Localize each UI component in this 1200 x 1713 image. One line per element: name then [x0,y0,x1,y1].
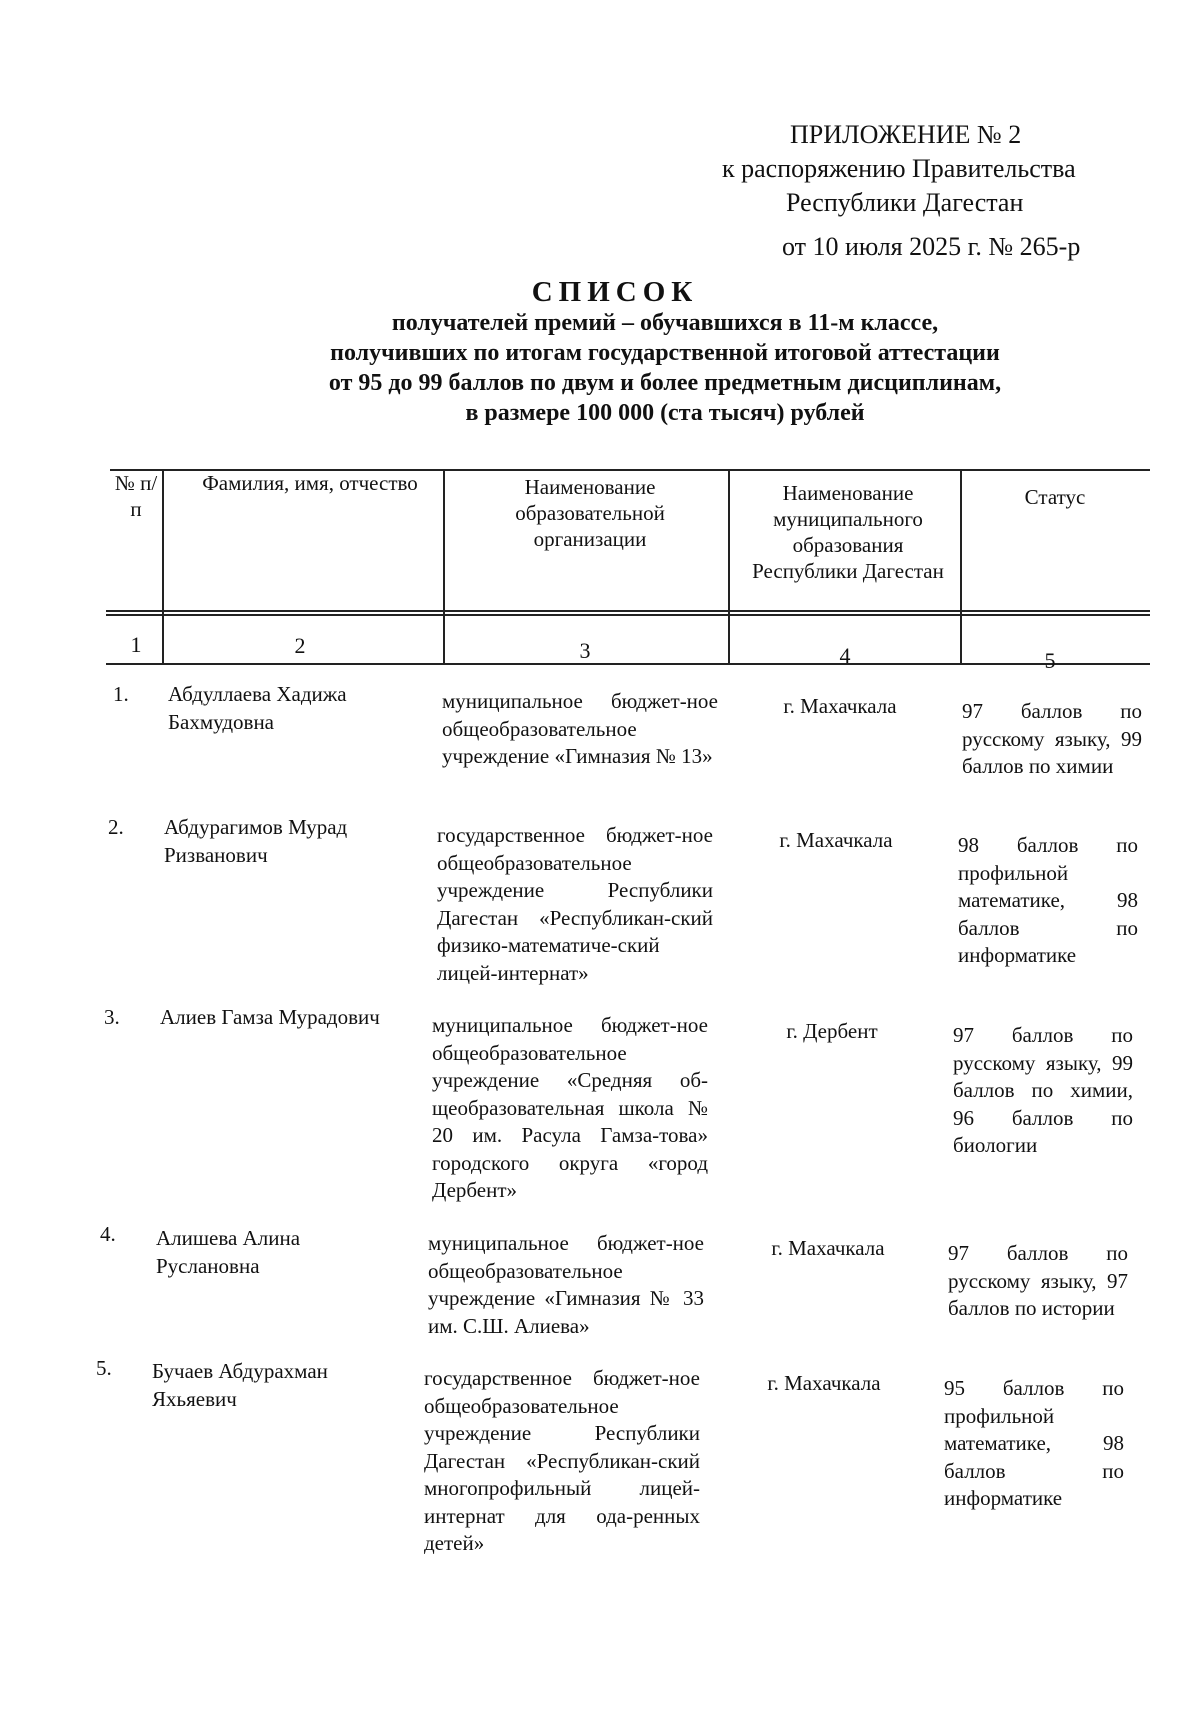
column-number: 4 [839,643,851,668]
column-divider [162,469,164,663]
header-municipality: Наименование муниципального образования Республики Дагестан [752,481,944,583]
appendix-number: ПРИЛОЖЕНИЕ № 2 [790,120,1022,149]
header-bottom-border [106,610,1150,612]
row-status: 97 баллов по русскому языку, 99 баллов по химии [962,699,1142,778]
row-fullname: Абдуллаева Хадижа Бахмудовна [168,682,347,734]
appendix-decree-ref: к распоряжению Правительства [722,154,1076,183]
row-number: 5. [96,1356,112,1380]
column-number: 2 [294,633,306,658]
subtitle-line: получивших по итогам государственной итоговой аттестации [330,340,1000,366]
number-row-bottom-border [106,663,1150,665]
row-organization: муниципальное бюджет-ное общеобразовательное учреждение «Средняя об-щеобразовательная школа № 20 им. Расула Гамза-това» городского округа «город Дербент» [432,1013,708,1202]
row-fullname: Бучаев Абдурахман Яхьяевич [152,1359,328,1411]
column-number: 3 [579,638,591,663]
column-divider [960,469,962,663]
row-organization: государственное бюджет-ное общеобразовательное учреждение Республики Дагестан «Республикан-ский многопрофильный лицей-интернат для ода-ренных детей» [424,1366,700,1555]
column-divider [443,469,445,663]
row-municipality: г. Махачкала [783,694,897,718]
row-fullname: Алишева Алина Руслановна [156,1226,301,1278]
subtitle-line: получателей премий – обучавшихся в 11-м классе, [391,310,939,336]
row-number: 4. [100,1222,116,1246]
header-status: Статус [1024,485,1086,509]
subtitle-line: в размере 100 000 (ста тысяч) рублей [465,400,865,426]
column-number: 5 [1044,648,1056,673]
document-subtitle [100,308,1200,428]
header-organization: Наименование образовательной организации [515,475,665,551]
column-number: 1 [130,632,142,657]
row-status: 98 баллов по профильной математике, 98 баллов по информатике [958,833,1138,967]
row-status: 97 баллов по русскому языку, 99 баллов по химии, 96 баллов по биологии [953,1023,1133,1157]
row-fullname: Абдурагимов Мурад Ризванович [164,815,348,867]
row-municipality: г. Дербент [786,1019,878,1043]
appendix-republic: Республики Дагестан [786,188,1024,217]
header-fullname: Фамилия, имя, отчество [202,471,418,495]
column-divider [728,469,730,663]
document-title: СПИСОК [531,276,699,308]
header-bottom-border-double [106,614,1150,616]
row-fullname: Алиев Гамза Мурадович [160,1005,380,1029]
row-municipality: г. Махачкала [767,1371,881,1395]
row-status: 97 баллов по русскому языку, 97 баллов по истории [948,1241,1128,1320]
row-status: 95 баллов по профильной математике, 98 баллов по информатике [944,1376,1124,1510]
appendix-block [690,118,1140,264]
row-municipality: г. Махачкала [779,828,893,852]
appendix-date: от 10 июля 2025 г. № 265-р [782,232,1081,261]
row-number: 2. [108,815,124,839]
row-organization: государственное бюджет-ное общеобразовательное учреждение Республики Дагестан «Республикан-ский физико-математиче-ский лицей-интернат» [437,823,713,985]
subtitle-line: от 95 до 99 баллов по двум и более предметным дисциплинам, [328,370,1002,396]
row-number: 3. [104,1005,120,1029]
row-number: 1. [113,682,129,706]
header-number: № п/п [114,471,158,521]
row-organization: муниципальное бюджет-ное общеобразовательное учреждение «Гимназия № 33 им. С.Ш. Алиева» [428,1231,704,1338]
row-organization: муниципальное бюджет-ное общеобразовательное учреждение «Гимназия № 13» [442,689,718,768]
row-municipality: г. Махачкала [771,1236,885,1260]
